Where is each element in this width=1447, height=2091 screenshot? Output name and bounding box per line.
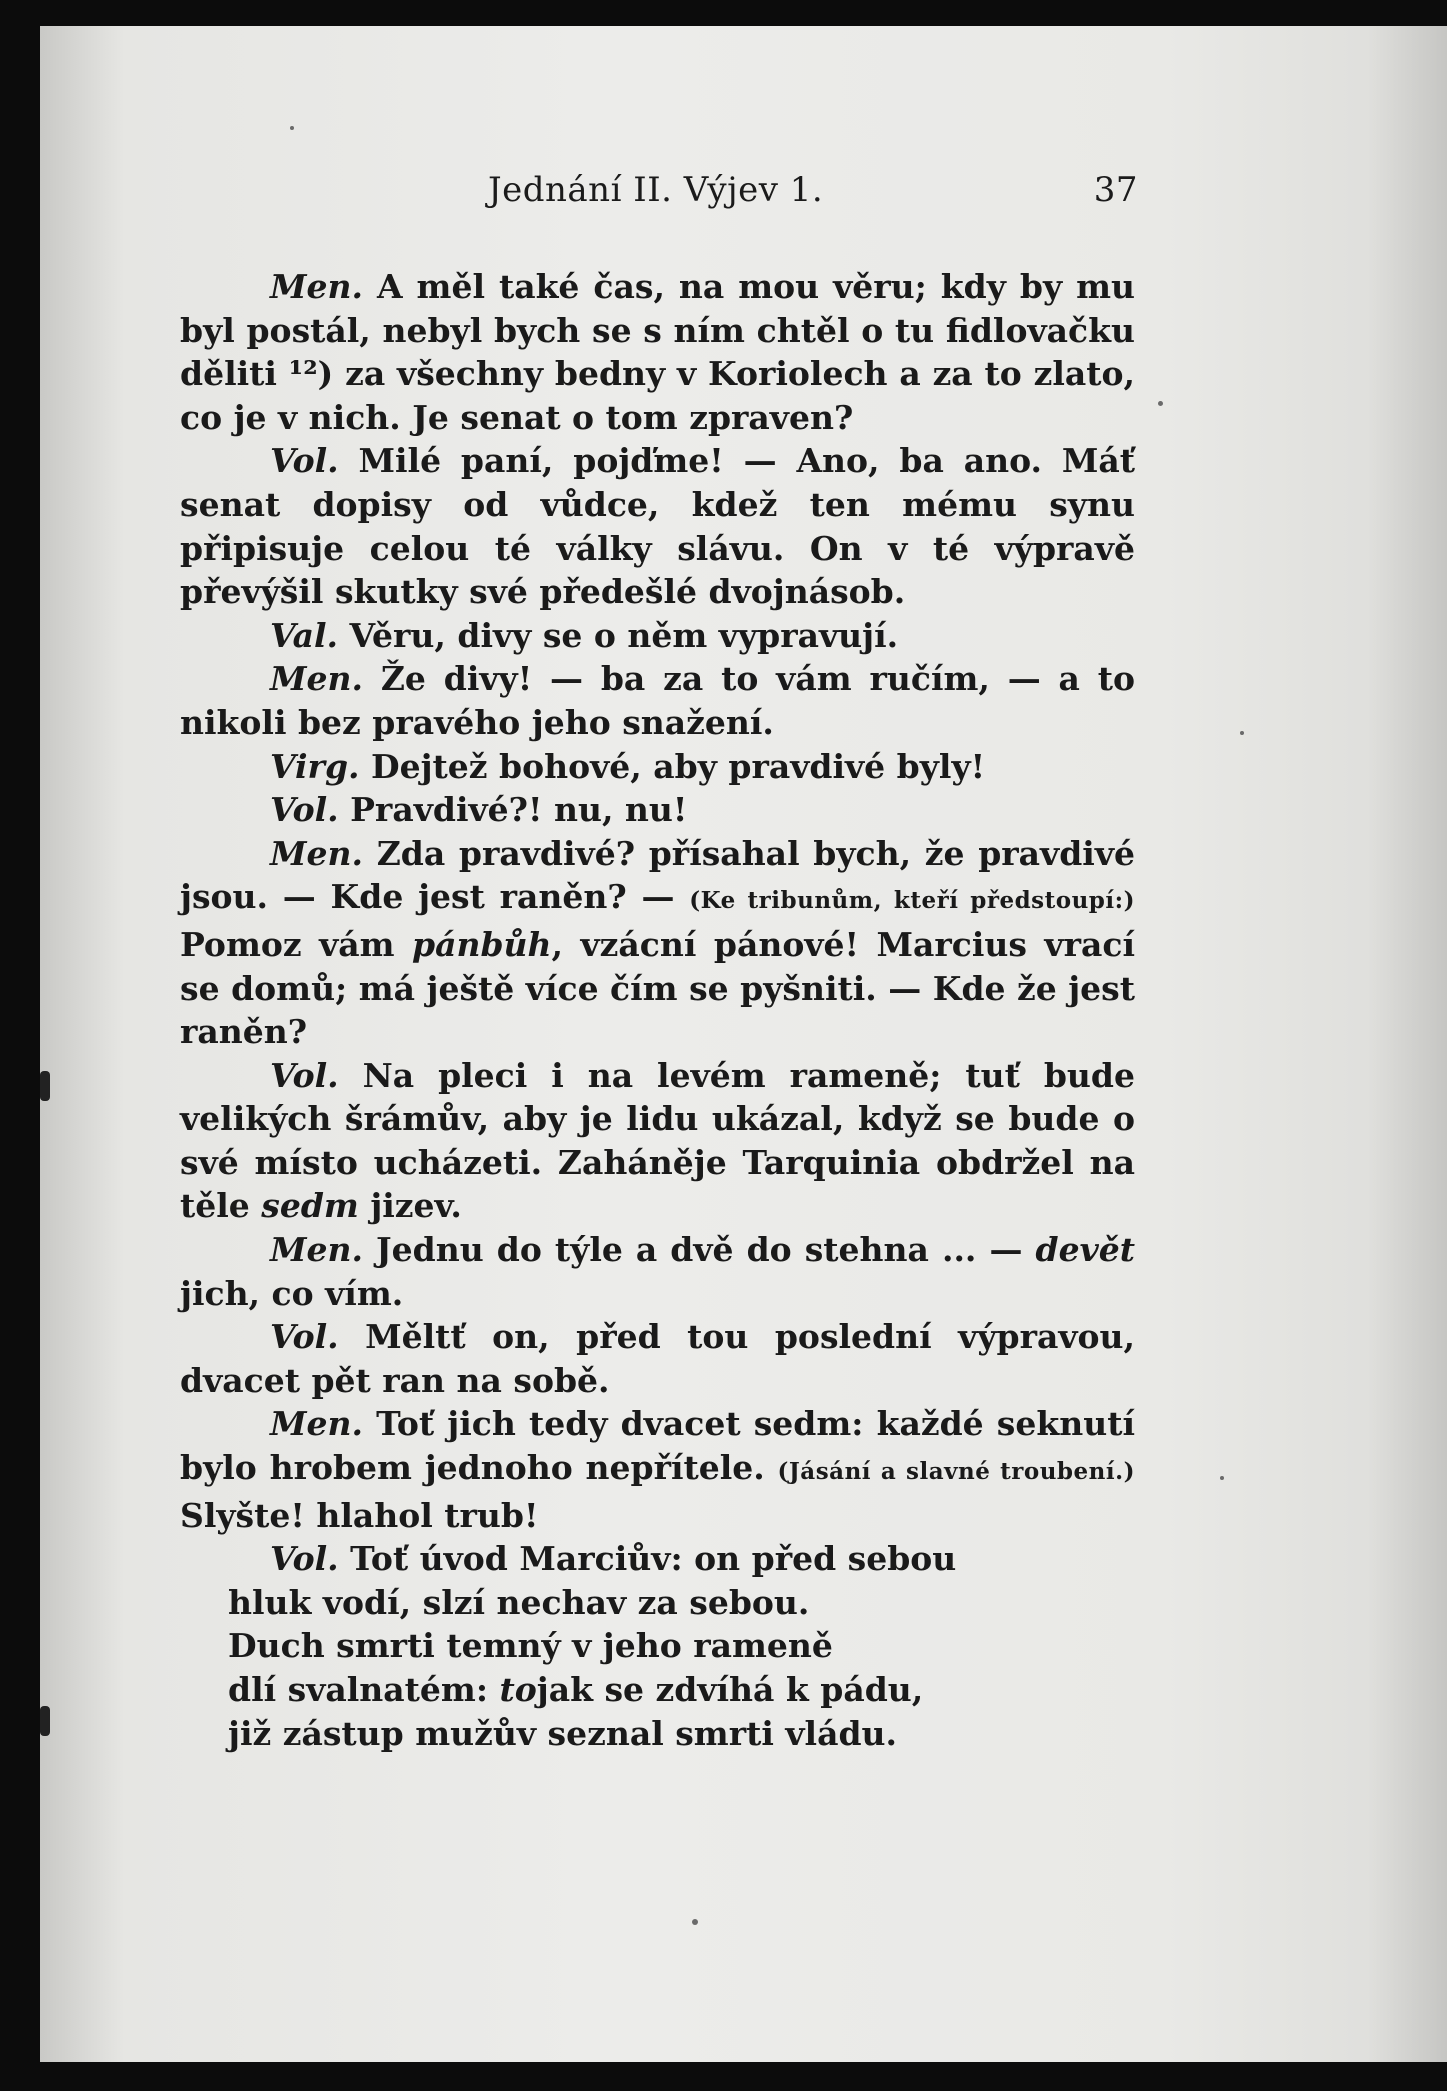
speck: [1158, 401, 1163, 406]
speech-text: Dejtež bohové, aby pravdivé byly!: [359, 746, 986, 786]
speech: [180, 265, 1135, 439]
emphasis-text: to: [499, 1670, 537, 1709]
speech: [180, 745, 1135, 789]
verse-line: již zástup mužův seznal smrti vládu.: [228, 1713, 898, 1753]
speck: [1220, 1476, 1224, 1480]
speaker-name: Men.: [270, 659, 364, 699]
speck: [692, 1919, 698, 1925]
speaker-name: Val.: [270, 615, 338, 655]
speck: [1240, 731, 1244, 735]
page-number: 37: [1093, 170, 1138, 210]
scan-border-top: [0, 0, 1447, 26]
speech-text: Pravdivé?! nu, nu!: [338, 790, 688, 830]
speech-text: Milé paní, pojďme! — Ano, ba ano. Máť senat dopisy od vůdce, kdež ten mému synu připisuje celou té války slávu. On v té výpravě převýšil skutky své předešlé dvojnásob.: [180, 441, 1135, 612]
scan-border-left: [0, 0, 40, 2091]
speech: [180, 657, 1135, 744]
verse-line: [228, 1537, 1135, 1581]
speaker-name: Men.: [270, 267, 364, 306]
verse-text: dlí svalnatém:: [228, 1670, 500, 1709]
speech: [180, 1315, 1135, 1402]
speech-text: Pomoz vám: [180, 924, 413, 964]
play-text: [180, 265, 1135, 1755]
speaker-name: Vol.: [270, 790, 339, 830]
gutter-mark: [40, 1071, 50, 1101]
speech-text: Na pleci i na levém rameně; tuť bude velikých šrámův, aby je lidu ukázal, když se bude o své místo ucházeti. Zaháněje Tarquinia obdržel na těle: [180, 1055, 1135, 1226]
speaker-name: Vol.: [270, 1539, 339, 1579]
running-head: Jednání II. Výjev 1.: [488, 170, 824, 210]
page-header: [488, 170, 1138, 220]
gutter-mark: [40, 1706, 50, 1736]
speech-text: Slyšte! hlahol trub!: [180, 1495, 539, 1535]
stage-direction: (Jásání a slavné troubení.): [777, 1458, 1135, 1486]
emphasis-text: pánbůh: [412, 924, 552, 964]
speech-text: Toť jich tedy dvacet sedm: každé seknutí bylo hrobem jednoho nepřítele.: [180, 1404, 1135, 1488]
speaker-name: Virg.: [270, 746, 360, 786]
emphasis-text: sedm: [261, 1186, 359, 1226]
speech-text: Že divy! — ba za to vám ručím, — a to nikoli bez pravého jeho snažení.: [180, 659, 1135, 742]
speech: [180, 614, 1135, 658]
speaker-name: Vol.: [270, 1055, 339, 1095]
speaker-name: Men.: [270, 833, 364, 873]
speech: [180, 832, 1135, 1054]
verse-line: hluk vodí, slzí nechav za sebou.: [228, 1582, 810, 1622]
speaker-name: Men.: [270, 1230, 364, 1270]
speech: [180, 1402, 1135, 1537]
speech-text: Zda pravdivé? přísahal bych, že pravdivé jsou. — Kde jest raněn? —: [180, 833, 1135, 917]
emphasis-text: devět: [1035, 1230, 1135, 1270]
speaker-name: Vol.: [270, 1317, 339, 1357]
verse-text: jak se zdvíhá k pádu,: [536, 1670, 924, 1709]
speaker-name: Men.: [270, 1404, 364, 1444]
scan-border-bottom: [0, 2062, 1447, 2091]
speech-text: , vzácní pánové! Marcius vrací se domů; má ještě více čím se pyšniti. — Kde že jest raněn?: [180, 924, 1135, 1052]
verse-line: [228, 1668, 1135, 1712]
speaker-name: Vol.: [270, 441, 339, 481]
speech-text: jich, co vím.: [180, 1273, 404, 1313]
page-shadow: [1367, 26, 1447, 2062]
speech-text: Věru, divy se o něm vypravují.: [337, 615, 899, 655]
speech: [180, 1228, 1135, 1315]
stage-direction: (Ke tribunům, kteří předstoupí:): [689, 887, 1135, 915]
verse-line: Duch smrti temný v jeho rameně: [228, 1626, 833, 1666]
speech-text: A měl také čas, na mou věru; kdy by mu byl postál, nebyl bych se s ním chtěl o tu fidlovačku děliti ¹²) za všechny bedny v Koriolech a za to zlato, co je v nich. Je senat o tom zpraven?: [180, 267, 1135, 437]
speech: [180, 788, 1135, 832]
speech: [180, 1054, 1135, 1228]
verse-text: Toť úvod Marciův: on před sebou: [338, 1539, 957, 1579]
speech-text: jizev.: [358, 1186, 462, 1226]
speech-text: Jednu do týle a dvě do stehna ... —: [363, 1230, 1036, 1270]
speech-text: Měltť on, před tou poslední výpravou, dvacet pět ran na sobě.: [180, 1317, 1135, 1400]
speck: [290, 126, 294, 130]
speech: [180, 439, 1135, 613]
verse-passage: [180, 1537, 1135, 1755]
